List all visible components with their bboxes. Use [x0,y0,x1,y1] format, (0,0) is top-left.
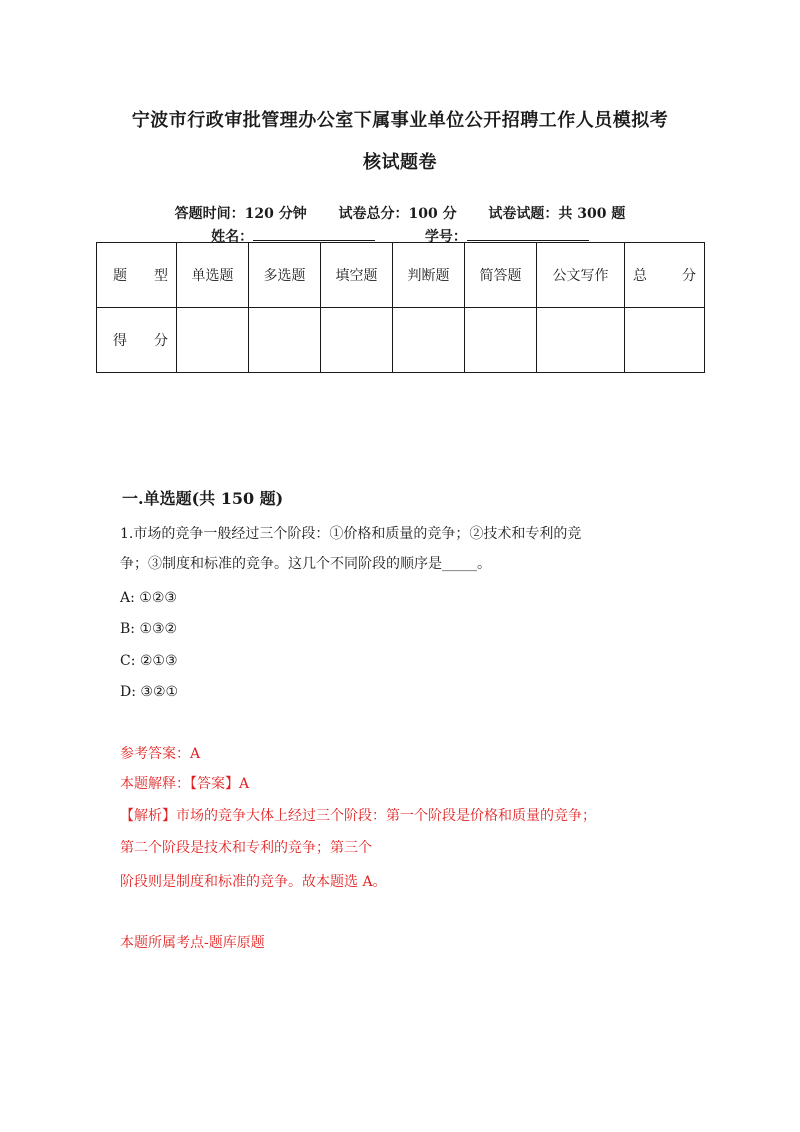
analysis-line1: 【解析】市场的竞争大体上经过三个阶段：第一个阶段是价格和质量的竞争； [120,808,596,824]
header-cell: 公文写作 [537,243,625,308]
reference-answer: 参考答案：A [120,746,201,762]
option-a[interactable]: A: ①②③ [120,590,177,606]
student-id-label: 学号： [424,229,467,245]
exam-question-count: 试卷试题：共 300 题 [488,206,626,222]
option-b[interactable]: B: ①③② [120,621,178,637]
option-d[interactable]: D: ③②① [120,684,179,700]
header-cell: 单选题 [177,243,249,308]
score-cell[interactable] [177,308,249,373]
question-source: 本题所属考点-题库原题 [120,935,265,951]
exam-time: 答题时间：120 分钟 [174,206,307,222]
student-id-blank[interactable] [467,227,589,241]
answer-explanation: 本题解释：【答案】A [120,776,250,792]
score-cell[interactable] [537,308,625,373]
header-cell: 简答题 [465,243,537,308]
score-cell[interactable] [249,308,321,373]
score-cell[interactable] [393,308,465,373]
name-blank[interactable] [253,227,375,241]
section-title: 一.单选题(共 150 题) [122,489,284,508]
exam-title-line2: 核试题卷 [363,152,437,173]
header-cell: 题 型 [97,243,177,308]
score-cell[interactable] [321,308,393,373]
question-text-line1: 1.市场的竞争一般经过三个阶段：①价格和质量的竞争；②技术和专利的竞 [120,526,582,542]
exam-total-score: 试卷总分：100 分 [338,206,457,222]
exam-title-line1: 宁波市行政审批管理办公室下属事业单位公开招聘工作人员模拟考 [131,110,669,131]
score-table-header-row [97,243,705,308]
header-cell: 总 分 [625,243,705,308]
header-cell: 多选题 [249,243,321,308]
option-c[interactable]: C: ②①③ [120,653,178,669]
score-table [96,242,705,373]
question-text-line2: 争；③制度和标准的竞争。这几个不同阶段的顺序是_____。 [120,556,491,572]
analysis-line3: 阶段则是制度和标准的竞争。故本题选 A。 [120,874,387,890]
header-cell: 填空题 [321,243,393,308]
name-label: 姓名： [211,229,254,245]
score-cell[interactable] [625,308,705,373]
header-cell: 判断题 [393,243,465,308]
score-table-score-row [97,308,705,373]
score-row-label: 得 分 [97,308,177,373]
score-cell[interactable] [465,308,537,373]
exam-info [100,203,700,223]
analysis-line2: 第二个阶段是技术和专利的竞争；第三个 [120,840,372,856]
